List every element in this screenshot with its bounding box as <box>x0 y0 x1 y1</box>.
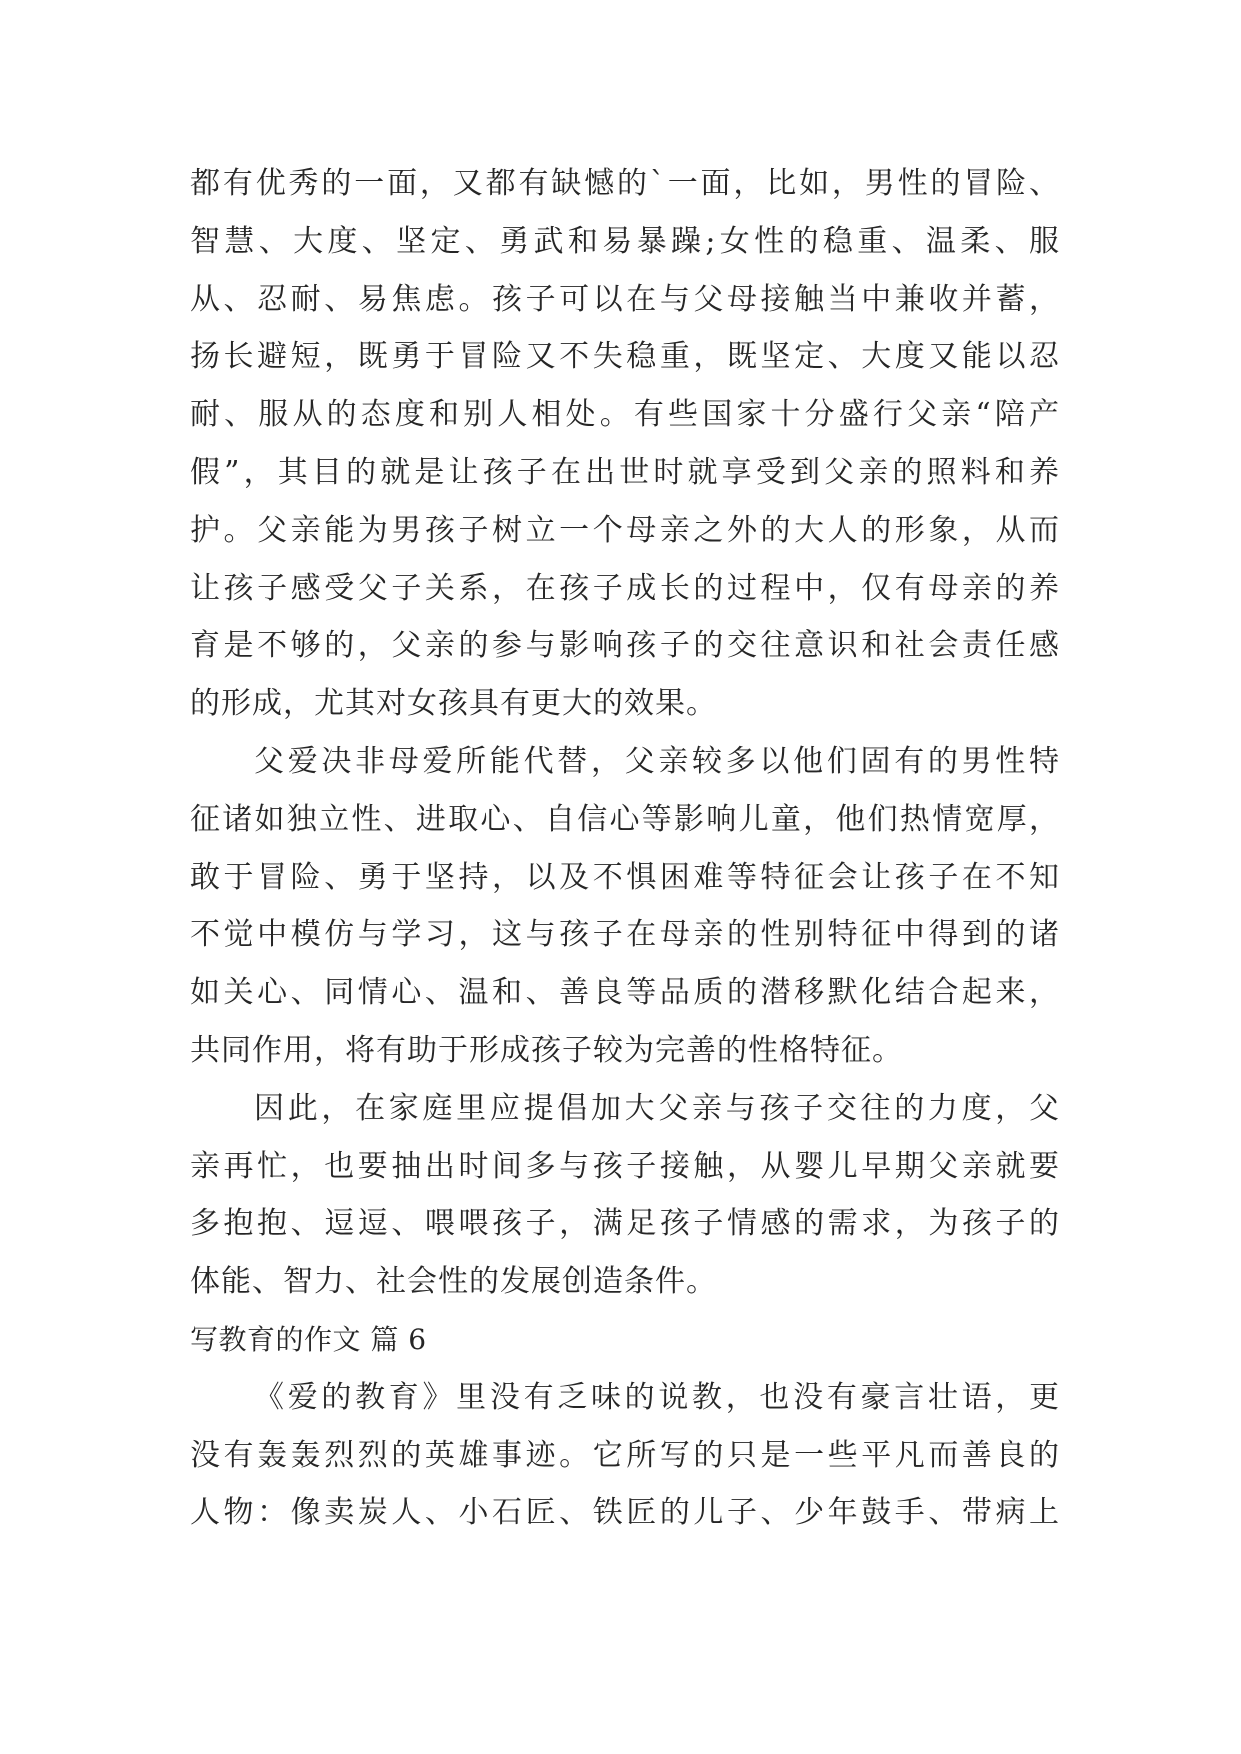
text-line: 敢于冒险、勇于坚持，以及不惧困难等特征会让孩子在不知 <box>190 859 1060 895</box>
text-line: 因此，在家庭里应提倡加大父亲与孩子交往的力度，父 <box>254 1090 1060 1126</box>
text-line: 假”，其目的就是让孩子在出世时就享受到父亲的照料和养 <box>190 454 1060 490</box>
document-body <box>190 155 1060 1542</box>
text-line: 智慧、大度、坚定、勇武和易暴躁;女性的稳重、温柔、服 <box>190 223 1060 259</box>
text-line: 让孩子感受父子关系，在孩子成长的过程中，仅有母亲的养 <box>190 570 1060 606</box>
text-line: 多抱抱、逗逗、喂喂孩子，满足孩子情感的需求，为孩子的 <box>190 1206 1060 1242</box>
section-heading: 写教育的作文 篇 6 <box>190 1322 427 1356</box>
text-line: 人物：像卖炭人、小石匠、铁匠的儿子、少年鼓手、带病上 <box>190 1495 1060 1531</box>
text-line: 体能、智力、社会性的发展创造条件。 <box>190 1264 717 1300</box>
text-line: 没有轰轰烈烈的英雄事迹。它所写的只是一些平凡而善良的 <box>190 1437 1060 1473</box>
text-line: 共同作用，将有助于形成孩子较为完善的性格特征。 <box>190 1032 903 1068</box>
text-line: 扬长避短，既勇于冒险又不失稳重，既坚定、大度又能以忍 <box>190 339 1060 375</box>
paragraph-conclusion <box>190 1080 1060 1311</box>
text-line: 如关心、同情心、温和、善良等品质的潜移默化结合起来， <box>190 975 1060 1011</box>
text-line: 《爱的教育》里没有乏味的说教，也没有豪言壮语，更 <box>254 1379 1060 1415</box>
text-line: 父爱决非母爱所能代替，父亲较多以他们固有的男性特 <box>254 743 1060 779</box>
text-line: 不觉中模仿与学习，这与孩子在母亲的性别特征中得到的诸 <box>190 917 1060 953</box>
text-line: 育是不够的，父亲的参与影响孩子的交往意识和社会责任感 <box>190 628 1060 664</box>
text-line: 征诸如独立性、进取心、自信心等影响儿童，他们热情宽厚， <box>190 801 1060 837</box>
text-line: 亲再忙，也要抽出时间多与孩子接触，从婴儿早期父亲就要 <box>190 1148 1060 1184</box>
text-line: 护。父亲能为男孩子树立一个母亲之外的大人的形象，从而 <box>190 512 1060 548</box>
paragraph-book-review <box>190 1369 1060 1542</box>
text-line: 耐、服从的态度和别人相处。有些国家十分盛行父亲“陪产 <box>190 397 1060 433</box>
text-line: 都有优秀的一面，又都有缺憾的`一面，比如，男性的冒险、 <box>190 166 1060 201</box>
paragraph-father-mother-traits <box>190 155 1060 733</box>
text-line: 从、忍耐、易焦虑。孩子可以在与父母接触当中兼收并蓄， <box>190 281 1060 317</box>
text-line: 的形成，尤其对女孩具有更大的效果。 <box>190 686 717 722</box>
paragraph-fatherly-love <box>190 733 1060 1080</box>
